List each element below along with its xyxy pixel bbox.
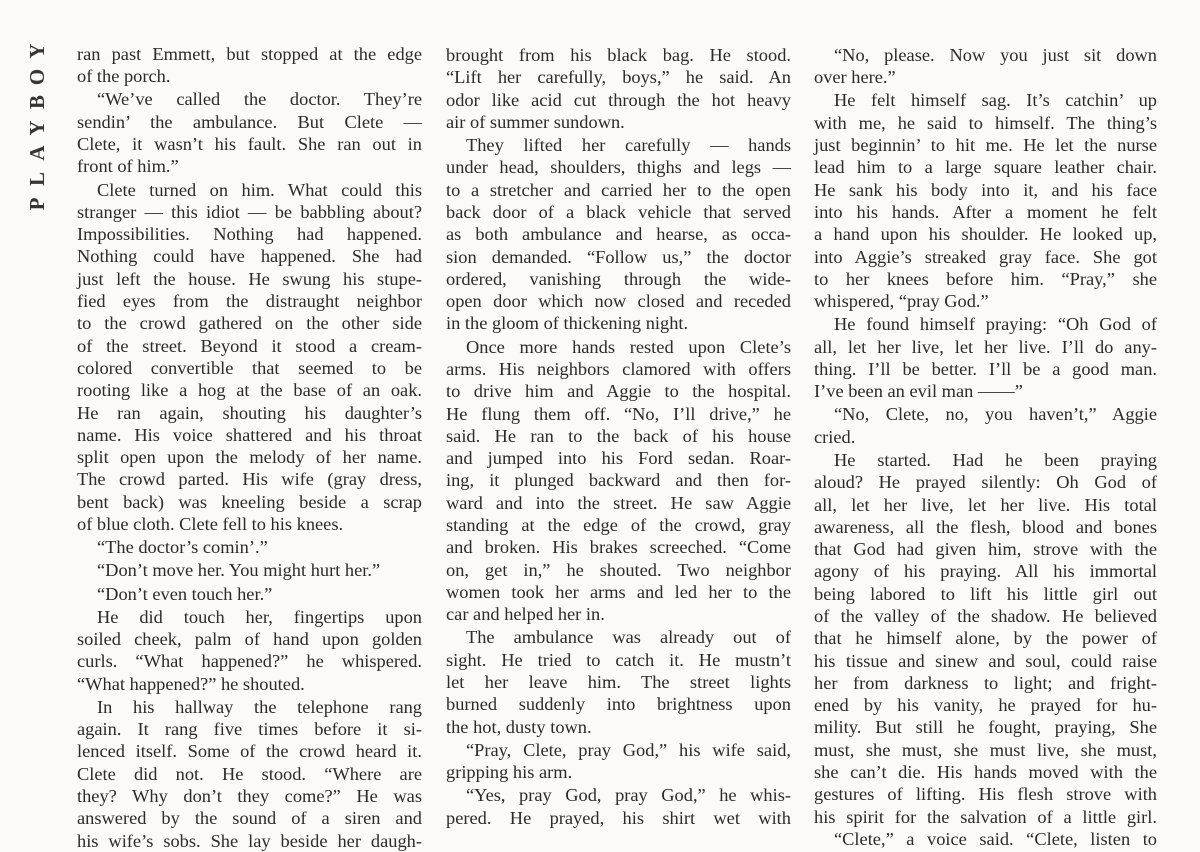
running-head-letter: A bbox=[25, 145, 49, 161]
text-line: to the crowd gathered on the other side bbox=[77, 313, 422, 334]
text-line: fied eyes from the distraught neighbor bbox=[77, 291, 422, 312]
text-line: He ran again, shouting his daughter’s bbox=[77, 402, 422, 423]
text-line: front of him.” bbox=[77, 156, 179, 177]
text-line: gripping his arm. bbox=[446, 762, 573, 783]
text-line: burned suddenly into brightness upon bbox=[446, 694, 791, 715]
text-line: colored convertible that seemed to be bbox=[77, 357, 422, 378]
text-line: awareness, all the flesh, blood and bones bbox=[814, 516, 1157, 537]
text-line: her from darkness to light; and fright- bbox=[814, 672, 1157, 693]
text-line: “Lift her carefully, boys,” he said. An bbox=[446, 67, 791, 88]
text-line: He flung them off. “No, I’ll drive,” he bbox=[446, 403, 791, 424]
text-line: Clete turned on him. What could this bbox=[97, 179, 422, 200]
text-line: odor like acid cut through the hot heavy bbox=[446, 89, 791, 110]
text-line: whispered, “pray God.” bbox=[814, 291, 989, 312]
text-line: of blue cloth. Clete fell to his knees. bbox=[77, 514, 344, 535]
text-line: on, get in,” he shouted. Two neighbor bbox=[446, 559, 791, 580]
text-line: and jumped into his Ford sedan. Roar- bbox=[446, 448, 791, 469]
text-line: and broken. His brakes screeched. “Come bbox=[446, 537, 791, 558]
text-line: into Aggie’s streaked gray face. She got bbox=[814, 246, 1157, 267]
text-line: must, she must, she must live, she must, bbox=[814, 739, 1157, 760]
text-line: they? Why don’t they come?” He was bbox=[77, 786, 422, 807]
text-line: to her knees before him. “Pray,” she bbox=[814, 268, 1157, 289]
text-line: “The doctor’s comin’.” bbox=[97, 537, 268, 558]
text-line: “Yes, pray God, pray God,” he whis- bbox=[466, 785, 791, 806]
text-line: with me, he said to himself. The thing’s bbox=[814, 112, 1157, 133]
text-line: rooting like a hog at the base of an oak. bbox=[77, 380, 422, 401]
text-line: thing. I’ll be better. I’ll be a good man. bbox=[814, 358, 1157, 379]
text-line: over here.” bbox=[814, 67, 896, 88]
text-line: sendin’ the ambulance. But Clete — bbox=[77, 111, 422, 132]
text-line: cried. bbox=[814, 426, 856, 447]
text-line: being labored to lift his little girl out bbox=[814, 583, 1157, 604]
text-line: again. It rang five times before it si- bbox=[77, 719, 422, 740]
text-line: aloud? He prayed silently: Oh God of bbox=[814, 472, 1157, 493]
running-head-letter: Y bbox=[25, 43, 49, 59]
text-line: “What happened?” he shouted. bbox=[77, 673, 305, 694]
text-line: “Clete,” a voice said. “Clete, listen to bbox=[834, 828, 1157, 849]
text-column-right bbox=[814, 44, 1157, 850]
text-line: a hand upon his shoulder. He looked up, bbox=[814, 224, 1157, 245]
text-line: Clete did not. He stood. “Where are bbox=[77, 763, 422, 784]
text-line: his tissue and sinew and soul, could raise bbox=[814, 650, 1157, 671]
text-line: his wife’s sobs. She lay beside her daugh- bbox=[77, 830, 422, 851]
text-line: split open upon the melody of her name. bbox=[77, 447, 422, 468]
text-line: his spirit for the salvation of a little girl. bbox=[814, 806, 1157, 827]
text-line: ordered, vanishing through the wide- bbox=[446, 268, 791, 289]
text-line: lead him to a large square leather chair. bbox=[814, 157, 1157, 178]
text-line: Impossibilities. Nothing had happened. bbox=[77, 224, 422, 245]
text-line: agony of his praying. All his immortal bbox=[814, 561, 1157, 582]
text-line: let her leave him. The street lights bbox=[446, 671, 791, 692]
text-line: she can’t die. His hands moved with the bbox=[814, 762, 1157, 783]
text-line: ing, it plunged backward and then for- bbox=[446, 470, 791, 491]
text-line: He did touch her, fingertips upon bbox=[97, 606, 422, 627]
text-column-left bbox=[77, 43, 422, 852]
text-line: under head, shoulders, thighs and legs — bbox=[446, 157, 791, 178]
text-line: said. He ran to the back of his house bbox=[446, 425, 791, 446]
text-line: mility. But still he fought, praying, She bbox=[814, 717, 1157, 738]
text-line: back door of a black vehicle that served bbox=[446, 201, 791, 222]
text-line: as both ambulance and hearse, as occa- bbox=[446, 224, 791, 245]
text-line: that God had given him, strove with the bbox=[814, 539, 1157, 560]
text-line: The ambulance was already out of bbox=[466, 627, 791, 648]
text-line: air of summer sundown. bbox=[446, 111, 625, 132]
text-line: sight. He tried to catch it. He mustn’t bbox=[446, 649, 791, 670]
text-line: “Pray, Clete, pray God,” his wife said, bbox=[466, 739, 791, 760]
text-line: arms. His neighbors clamored with offers bbox=[446, 358, 791, 379]
running-head-playboy bbox=[20, 38, 54, 217]
text-line: ened by his vanity, he prayed for hu- bbox=[814, 695, 1157, 716]
text-line: Nothing could have happened. She had bbox=[77, 246, 422, 267]
running-head-letter: Y bbox=[25, 119, 49, 136]
text-line: stranger — this idiot — be babbling about? bbox=[77, 201, 422, 222]
text-line: He started. Had he been praying bbox=[834, 449, 1157, 470]
text-line: that he himself alone, by the power of bbox=[814, 628, 1157, 649]
text-line: lenced itself. Some of the crowd heard it. bbox=[77, 741, 422, 762]
text-line: Clete, it wasn’t his fault. She ran out in bbox=[77, 134, 422, 155]
text-line: ran past Emmett, but stopped at the edge bbox=[77, 44, 422, 64]
text-line: soiled cheek, palm of hand upon golden bbox=[77, 629, 422, 650]
text-line: open door which now closed and receded bbox=[446, 291, 791, 312]
text-line: gestures of lifting. His flesh strove with bbox=[814, 784, 1157, 805]
text-line: women took her arms and led her to the bbox=[446, 581, 791, 602]
text-line: In his hallway the telephone rang bbox=[97, 696, 422, 717]
text-line: all, let her live, let her live. His total bbox=[814, 494, 1157, 515]
text-line: just left the house. He swung his stupe- bbox=[77, 268, 422, 289]
text-line: He sank his body into it, and his face bbox=[814, 179, 1157, 200]
text-line: Once more hands rested upon Clete’s bbox=[466, 336, 791, 357]
running-head-letter: P bbox=[25, 197, 49, 211]
text-line: He found himself praying: “Oh God of bbox=[834, 314, 1157, 335]
text-line: all, let her live, let her live. I’ll do any- bbox=[814, 336, 1157, 357]
text-line: “No, Clete, no, you haven’t,” Aggie bbox=[834, 404, 1157, 425]
text-line: pered. He prayed, his shirt wet with bbox=[446, 807, 791, 828]
text-line: “No, please. Now you just sit down bbox=[834, 45, 1157, 65]
text-line: just beginnin’ to hit me. He let the nurse bbox=[814, 135, 1157, 156]
text-line: name. His voice shattered and his throat bbox=[77, 424, 422, 445]
text-line: ward and into the street. He saw Aggie bbox=[446, 492, 791, 513]
text-line: standing at the edge of the crowd, gray bbox=[446, 515, 791, 536]
text-line: in the gloom of thickening night. bbox=[446, 313, 689, 334]
text-line: brought from his black bag. He stood. bbox=[446, 45, 791, 65]
text-line: into his hands. After a moment he felt bbox=[814, 201, 1157, 222]
text-line: answered by the sound of a siren and bbox=[77, 808, 422, 829]
text-line: car and helped her in. bbox=[446, 604, 605, 625]
text-line: They lifted her carefully — hands bbox=[466, 135, 791, 156]
text-line: He felt himself sag. It’s catchin’ up bbox=[834, 90, 1157, 111]
text-line: The crowd parted. His wife (gray dress, bbox=[77, 469, 422, 490]
text-line: of the porch. bbox=[77, 66, 171, 87]
running-head-letter: O bbox=[25, 68, 49, 85]
running-head-letter: L bbox=[25, 171, 49, 186]
text-column-middle bbox=[446, 44, 791, 829]
text-line: bent back) was kneeling beside a scrap bbox=[77, 491, 422, 512]
text-line: to a stretcher and carried her to the open bbox=[446, 179, 791, 200]
text-line: of the valley of the shadow. He believed bbox=[814, 605, 1157, 626]
text-line: to drive him and Aggie to the hospital. bbox=[446, 381, 791, 402]
running-head-letter: B bbox=[25, 95, 49, 110]
text-line: of the street. Beyond it stood a cream- bbox=[77, 335, 422, 356]
text-line: I’ve been an evil man ——” bbox=[814, 381, 1023, 402]
text-line: curls. “What happened?” he whispered. bbox=[77, 651, 422, 672]
text-line: “We’ve called the doctor. They’re bbox=[97, 89, 422, 110]
text-line: sion demanded. “Follow us,” the doctor bbox=[446, 246, 791, 267]
text-line: “Don’t even touch her.” bbox=[97, 583, 273, 604]
text-line: “Don’t move her. You might hurt her.” bbox=[97, 560, 381, 581]
text-line: the hot, dusty town. bbox=[446, 716, 592, 737]
